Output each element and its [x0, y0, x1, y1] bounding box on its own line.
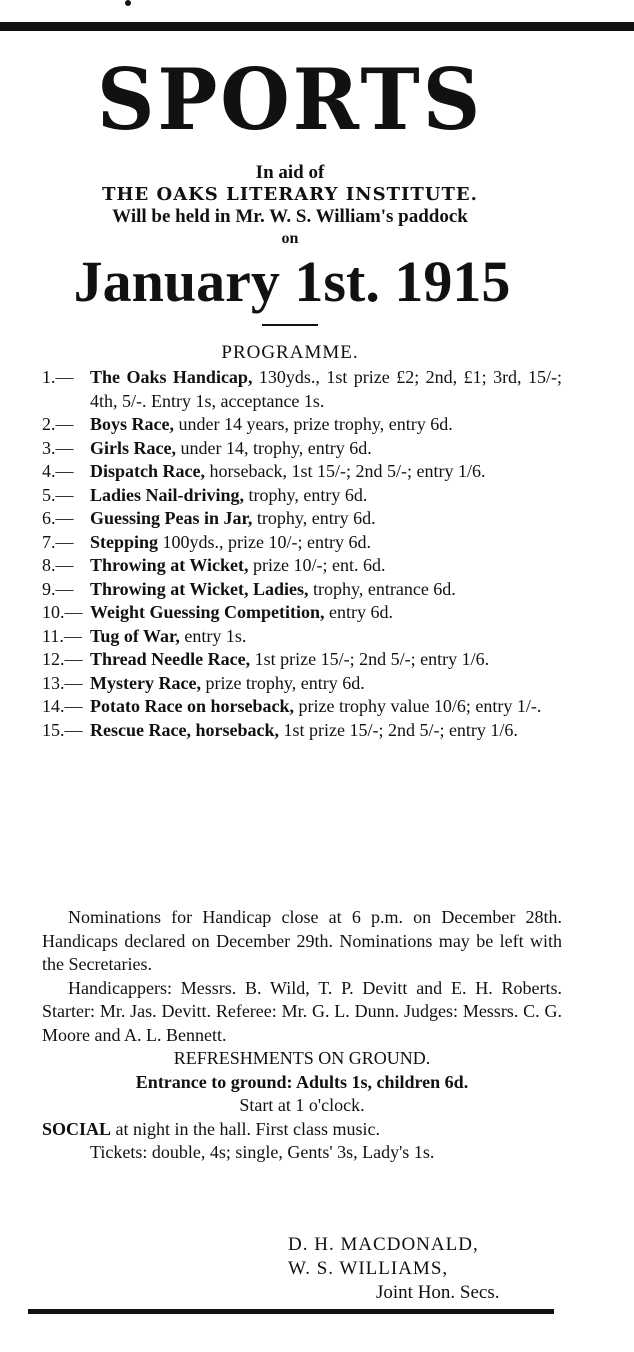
divider: [262, 324, 318, 326]
item-number: 12.—: [42, 649, 83, 669]
item-name: Guessing Peas in Jar,: [90, 508, 253, 528]
bottom-rule: [28, 1309, 554, 1314]
item-name: Dispatch Race,: [90, 461, 205, 481]
social-notice: [42, 1118, 562, 1142]
item-detail: 130yds., 1st prize £2; 2nd, £1; 3rd, 15/-; 4th, 5/-. Entry 1s, acceptance 1s.: [90, 367, 563, 411]
top-rule: [0, 22, 634, 31]
in-aid-line: In aid of: [255, 162, 325, 183]
programme-item: [42, 695, 562, 719]
item-name: Ladies Nail-driving,: [90, 484, 245, 505]
programme-item: [42, 437, 562, 461]
programme-item: [42, 366, 562, 413]
item-name: The Oaks Handicap,: [90, 367, 253, 387]
item-detail: prize trophy value 10/6; entry 1/-.: [293, 696, 542, 716]
item-name: Boys Race,: [90, 414, 174, 434]
item-detail: prize trophy, entry 6d.: [200, 672, 365, 693]
programme-item: [42, 460, 562, 484]
item-detail: 1st prize 15/-; 2nd 5/-; entry 1/6.: [250, 649, 490, 669]
programme-item: [42, 507, 562, 531]
programme-item: [42, 601, 562, 625]
item-number: 8.—: [42, 555, 74, 575]
item-name: Thread Needle Race,: [90, 649, 251, 669]
entrance-notice: Entrance to ground: Adults 1s, children 6d.: [135, 1071, 469, 1092]
programme-item: [42, 578, 562, 602]
item-number: 4.—: [42, 461, 74, 481]
item-detail: trophy, entrance 6d.: [308, 578, 456, 599]
item-detail: entry 6d.: [324, 602, 394, 622]
item-number: 11.—: [42, 625, 82, 646]
nominations-notice: Nominations for Handicap close at 6 p.m. on December 28th. Handicaps declared on December 29th. Nominations may be left with the Secretaries.: [42, 907, 562, 974]
page-title: SPORTS: [96, 50, 484, 149]
secretary-role: Joint Hon. Secs.: [376, 1282, 500, 1303]
secretary-name: D. H. MACDONALD,: [288, 1234, 479, 1255]
social-detail: at night in the hall. First class music.: [111, 1118, 381, 1139]
programme-item: [42, 484, 562, 508]
item-detail: trophy, entry 6d.: [252, 508, 376, 528]
programme-item: [42, 531, 562, 555]
item-number: 6.—: [42, 508, 74, 528]
item-name: Girls Race,: [90, 437, 176, 458]
item-name: Weight Guessing Competition,: [90, 602, 325, 622]
item-name: Stepping: [90, 531, 159, 552]
officials-notice: Handicappers: Messrs. B. Wild, T. P. Devitt and E. H. Roberts. Starter: Mr. Jas. Devitt. Referee: Mr. G. L. Dunn. Judges: Messrs. C. G. Moore and A. L. Bennett.: [42, 977, 562, 1045]
item-number: 15.—: [42, 719, 83, 740]
item-number: 10.—: [42, 602, 83, 622]
item-name: Mystery Race,: [90, 672, 201, 693]
item-number: 7.—: [42, 531, 74, 552]
item-number: 13.—: [42, 672, 83, 693]
item-number: 5.—: [42, 484, 74, 505]
event-date: January 1st. 1915: [73, 249, 511, 314]
item-name: Throwing at Wicket, Ladies,: [90, 578, 309, 599]
programme-heading: PROGRAMME.: [221, 342, 359, 363]
programme-item: [42, 648, 562, 672]
item-name: Rescue Race, horseback,: [90, 719, 279, 740]
programme-item: [42, 719, 562, 743]
programme-item: [42, 413, 562, 437]
item-name: Potato Race on horseback,: [90, 696, 294, 716]
item-number: 1.—: [42, 367, 74, 387]
tickets-notice: Tickets: double, 4s; single, Gents' 3s, Lady's 1s.: [90, 1142, 435, 1162]
item-number: 2.—: [42, 414, 74, 434]
item-detail: 1st prize 15/-; 2nd 5/-; entry 1/6.: [278, 719, 518, 740]
print-speck: [125, 0, 131, 6]
item-name: Throwing at Wicket,: [90, 555, 249, 575]
programme-list: [42, 366, 562, 742]
organisation-name: THE OAKS LITERARY INSTITUTE.: [102, 184, 478, 205]
notes-section: [42, 906, 562, 1165]
item-detail: entry 1s.: [179, 625, 247, 646]
venue-line: Will be held in Mr. W. S. William's paddock: [112, 206, 468, 227]
start-time: Start at 1 o'clock.: [239, 1095, 365, 1115]
secretary-name: W. S. WILLIAMS,: [288, 1258, 449, 1279]
refreshments-notice: REFRESHMENTS ON GROUND.: [173, 1048, 431, 1068]
item-detail: 100yds., prize 10/-; entry 6d.: [158, 531, 371, 552]
item-name: Tug of War,: [90, 625, 180, 646]
item-detail: horseback, 1st 15/-; 2nd 5/-; entry 1/6.: [205, 461, 486, 481]
social-label: SOCIAL: [42, 1118, 112, 1139]
item-number: 14.—: [42, 696, 83, 716]
item-detail: prize 10/-; ent. 6d.: [248, 555, 386, 575]
item-number: 9.—: [42, 578, 74, 599]
item-number: 3.—: [42, 437, 74, 458]
programme-item: [42, 625, 562, 649]
item-detail: trophy, entry 6d.: [244, 484, 368, 505]
programme-item: [42, 554, 562, 578]
on-line: on: [281, 230, 299, 247]
programme-item: [42, 672, 562, 696]
item-detail: under 14, trophy, entry 6d.: [175, 437, 372, 458]
item-detail: under 14 years, prize trophy, entry 6d.: [174, 414, 453, 434]
